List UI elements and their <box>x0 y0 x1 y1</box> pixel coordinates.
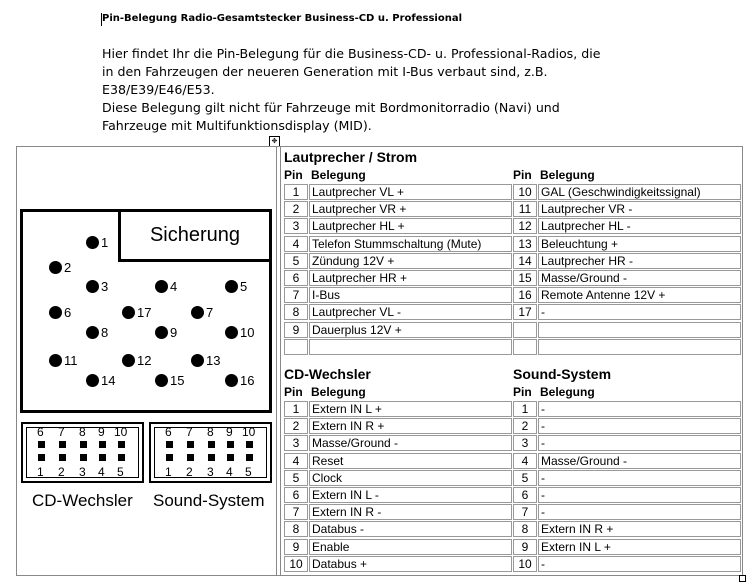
pin-assignment: Dauerplus 12V + <box>309 322 512 338</box>
intro-line: Diese Belegung gilt nicht für Fahrzeuge mit Bordmonitorradio (Navi) und <box>102 100 560 115</box>
section-title-sound-system: Sound-System <box>513 366 612 382</box>
pin-assignment: Enable <box>309 539 512 555</box>
intro-line: Hier findet Ihr die Pin-Belegung für die Business-CD- u. Professional-Radios, die <box>102 46 601 61</box>
pin-number: 3 <box>284 435 308 451</box>
pin-number: 6 <box>284 487 308 503</box>
pin-assignment: Databus + <box>309 556 512 572</box>
small-pin-label: 7 <box>186 425 193 439</box>
small-pin <box>59 441 66 448</box>
pin-assignment: - <box>538 487 741 503</box>
small-pin <box>118 441 125 448</box>
pin-assignment: - <box>538 556 741 572</box>
pin-number: 16 <box>513 287 537 303</box>
pin-assignment: Zündung 12V + <box>309 253 512 269</box>
connector-pin <box>49 261 62 274</box>
connector-pin-label: 10 <box>240 325 255 340</box>
pin-number: 7 <box>284 504 308 520</box>
pin-number: 5 <box>284 253 308 269</box>
connector-pin <box>155 326 168 339</box>
pin-number: 7 <box>513 504 537 520</box>
col-header-belegung: Belegung <box>540 385 595 399</box>
pin-assignment: I-Bus <box>309 287 512 303</box>
connector-pin <box>122 306 135 319</box>
connector-pin-label: 9 <box>170 325 178 340</box>
connector-pin <box>86 280 99 293</box>
small-pin <box>59 454 66 461</box>
small-pin <box>227 454 234 461</box>
pin-assignment: Beleuchtung + <box>538 236 741 252</box>
move-handle-icon[interactable]: ✥ <box>269 136 280 147</box>
pin-number: 9 <box>284 539 308 555</box>
column-divider <box>280 146 281 576</box>
pin-assignment: Lautprecher VR - <box>538 201 741 217</box>
small-pin <box>187 454 194 461</box>
sound-system-caption: Sound-System <box>153 491 265 510</box>
connector-pin <box>49 306 62 319</box>
small-pin-label: 6 <box>165 425 172 439</box>
connector-pin-label: 7 <box>206 305 214 320</box>
small-pin-label: 5 <box>245 465 252 479</box>
column-divider <box>276 146 277 576</box>
small-pin-label: 8 <box>79 425 86 439</box>
pin-assignment: Lautprecher HR + <box>309 270 512 286</box>
small-pin-label: 10 <box>242 425 256 439</box>
small-pin-label: 6 <box>37 425 44 439</box>
col-header-pin: Pin <box>513 385 532 399</box>
connector-pin-label: 15 <box>170 373 185 388</box>
connector-pin-label: 6 <box>64 305 72 320</box>
connector-pin-label: 11 <box>64 353 78 368</box>
small-pin <box>38 454 45 461</box>
pin-number: 9 <box>284 322 308 338</box>
pin-assignment: - <box>538 435 741 451</box>
pin-assignment: Masse/Ground - <box>538 453 741 469</box>
intro-line: Fahrzeuge mit Multifunktionsdisplay (MID). <box>102 118 372 133</box>
pin-number: 15 <box>513 270 537 286</box>
pin-assignment: Reset <box>309 453 512 469</box>
small-pin-label: 8 <box>207 425 214 439</box>
connector-pin <box>225 326 238 339</box>
pin-assignment: - <box>538 504 741 520</box>
connector-pin <box>155 374 168 387</box>
pin-number <box>513 322 537 338</box>
pin-number: 2 <box>513 418 537 434</box>
intro-line: E38/E39/E46/E53. <box>102 82 215 97</box>
pin-assignment: Lautprecher VL + <box>309 184 512 200</box>
small-pin-label: 4 <box>98 465 105 479</box>
connector-pin-label: 13 <box>206 353 221 368</box>
pin-assignment: Telefon Stummschaltung (Mute) <box>309 236 512 252</box>
pin-assignment <box>538 339 741 355</box>
pin-assignment: - <box>538 304 741 320</box>
page-title: Pin-Belegung Radio-Gesamtstecker Business-CD u. Professional <box>102 13 462 24</box>
pin-assignment: Remote Antenne 12V + <box>538 287 741 303</box>
connector-pin <box>122 354 135 367</box>
pin-number: 10 <box>513 184 537 200</box>
intro-line: in den Fahrzeugen der neueren Generation mit I-Bus verbaut sind, z.B. <box>102 64 548 79</box>
pin-number: 11 <box>513 201 537 217</box>
pin-assignment <box>309 339 512 355</box>
small-pin-label: 1 <box>165 465 172 479</box>
connector-pin-label: 8 <box>101 325 109 340</box>
connector-pin-label: 3 <box>101 279 109 294</box>
col-header-pin: Pin <box>284 385 303 399</box>
connector-pin-label: 2 <box>64 260 72 275</box>
small-pin <box>80 441 87 448</box>
pin-number: 17 <box>513 304 537 320</box>
cd-wechsler-caption: CD-Wechsler <box>32 491 133 510</box>
small-pin <box>80 454 87 461</box>
pin-assignment: Masse/Ground - <box>538 270 741 286</box>
col-header-belegung: Belegung <box>311 385 366 399</box>
pin-number: 6 <box>284 270 308 286</box>
small-pin-label: 9 <box>98 425 105 439</box>
pin-assignment: - <box>538 418 741 434</box>
small-pin-label: 3 <box>207 465 214 479</box>
small-pin-label: 7 <box>58 425 65 439</box>
pin-assignment: Clock <box>309 470 512 486</box>
intro-text <box>102 45 722 135</box>
connector-pin-label: 14 <box>101 373 116 388</box>
pin-assignment: Lautprecher HL - <box>538 218 741 234</box>
pin-number: 9 <box>513 539 537 555</box>
pin-number: 8 <box>284 521 308 537</box>
pin-assignment: Extern IN R + <box>538 521 741 537</box>
small-pin-label: 9 <box>226 425 233 439</box>
connector-pin-label: 12 <box>137 353 152 368</box>
small-pin-label: 4 <box>226 465 233 479</box>
pin-number: 8 <box>513 521 537 537</box>
small-pin-label: 2 <box>58 465 65 479</box>
pin-assignment: Extern IN L - <box>309 487 512 503</box>
col-header-pin: Pin <box>513 168 532 182</box>
small-pin <box>227 441 234 448</box>
pin-number: 10 <box>284 556 308 572</box>
pin-number: 1 <box>513 401 537 417</box>
col-header-belegung: Belegung <box>540 168 595 182</box>
pin-number: 14 <box>513 253 537 269</box>
small-pin <box>166 441 173 448</box>
connector-pin-label: 17 <box>137 305 152 320</box>
pin-assignment: GAL (Geschwindigkeitssignal) <box>538 184 741 200</box>
pin-assignment: Lautprecher HL + <box>309 218 512 234</box>
pin-number: 2 <box>284 418 308 434</box>
small-pin <box>99 441 106 448</box>
small-pin-label: 2 <box>186 465 193 479</box>
pin-number: 13 <box>513 236 537 252</box>
pin-assignment: - <box>538 401 741 417</box>
pin-number: 7 <box>284 287 308 303</box>
pin-number: 1 <box>284 401 308 417</box>
connector-pin-label: 5 <box>240 279 248 294</box>
small-pin <box>99 454 106 461</box>
pin-number: 5 <box>513 470 537 486</box>
pin-number: 6 <box>513 487 537 503</box>
small-pin <box>187 441 194 448</box>
small-pin <box>246 454 253 461</box>
pin-assignment: Lautprecher HR - <box>538 253 741 269</box>
connector-pin <box>191 354 204 367</box>
small-pin <box>38 441 45 448</box>
pin-assignment: Extern IN R - <box>309 504 512 520</box>
connector-pin <box>86 374 99 387</box>
connector-pin <box>155 280 168 293</box>
pin-number: 3 <box>284 218 308 234</box>
connector-pin <box>225 374 238 387</box>
pin-assignment: Lautprecher VR + <box>309 201 512 217</box>
pin-assignment: Extern IN R + <box>309 418 512 434</box>
col-header-belegung: Belegung <box>311 168 366 182</box>
pin-number <box>284 339 308 355</box>
pin-assignment: Extern IN L + <box>538 539 741 555</box>
connector-pin <box>191 306 204 319</box>
connector-pin-label: 4 <box>170 279 178 294</box>
small-pin <box>166 454 173 461</box>
small-pin-label: 10 <box>114 425 128 439</box>
pin-assignment: Extern IN L + <box>309 401 512 417</box>
pin-number: 4 <box>284 236 308 252</box>
small-pin <box>246 441 253 448</box>
connector-pin <box>86 236 99 249</box>
pin-number: 1 <box>284 184 308 200</box>
pin-assignment: - <box>538 470 741 486</box>
pin-assignment: Masse/Ground - <box>309 435 512 451</box>
pin-assignment: Lautprecher VL - <box>309 304 512 320</box>
connector-pin-label: 16 <box>240 373 255 388</box>
small-pin-label: 3 <box>79 465 86 479</box>
small-pin <box>208 454 215 461</box>
connector-pin <box>86 326 99 339</box>
col-header-pin: Pin <box>284 168 303 182</box>
connector-pin-label: 1 <box>101 235 109 250</box>
resize-handle-icon[interactable] <box>739 575 746 582</box>
connector-pin <box>49 354 62 367</box>
pin-assignment: Databus - <box>309 521 512 537</box>
pin-number: 8 <box>284 304 308 320</box>
section-title-cd-wechsler: CD-Wechsler <box>284 366 371 382</box>
fuse-label: Sicherung <box>149 224 241 246</box>
pin-number: 4 <box>284 453 308 469</box>
pin-number: 10 <box>513 556 537 572</box>
pin-number: 2 <box>284 201 308 217</box>
fuse-box <box>118 209 272 262</box>
pin-assignment <box>538 322 741 338</box>
small-pin-label: 5 <box>117 465 124 479</box>
pin-number: 4 <box>513 453 537 469</box>
small-pin-label: 1 <box>37 465 44 479</box>
pin-number: 12 <box>513 218 537 234</box>
section-title-lautsprecher: Lautprecher / Strom <box>284 149 418 165</box>
pin-number: 5 <box>284 470 308 486</box>
small-pin <box>118 454 125 461</box>
pin-number: 3 <box>513 435 537 451</box>
connector-pin <box>225 280 238 293</box>
pin-number <box>513 339 537 355</box>
small-pin <box>208 441 215 448</box>
